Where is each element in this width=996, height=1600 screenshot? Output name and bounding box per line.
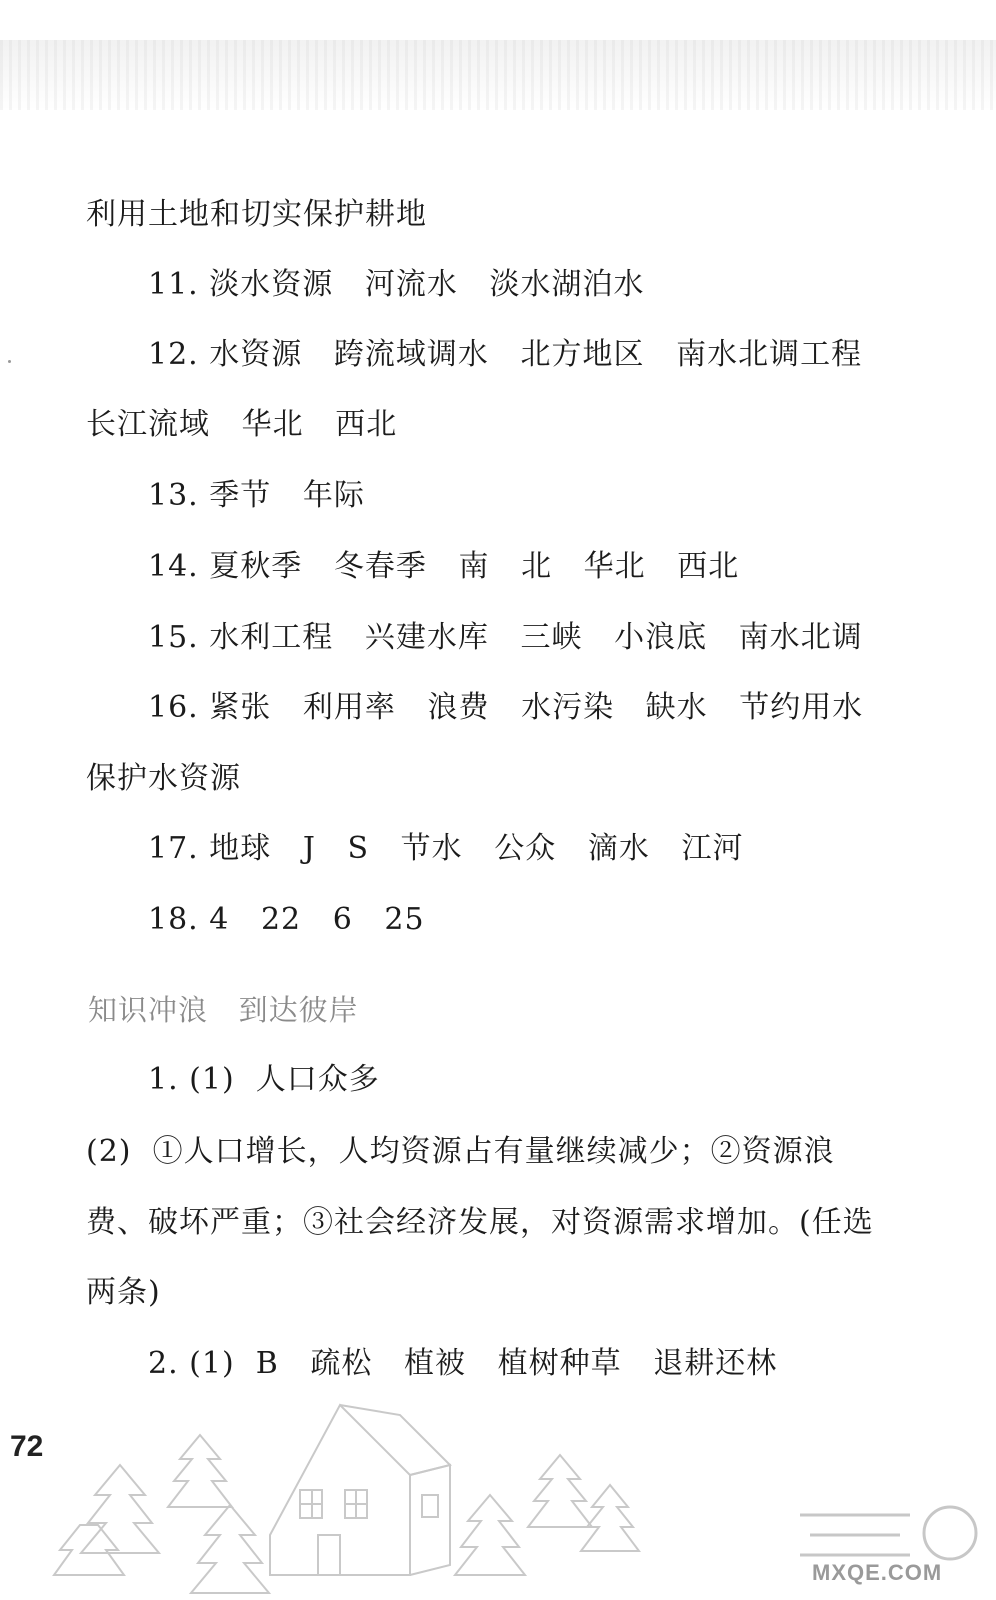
answer-12: 12. 水资源 跨流域调水 北方地区 南水北调工程 [148, 337, 863, 372]
answer-15: 15. 水利工程 兴建水库 三峡 小浪底 南水北调 [148, 620, 863, 655]
watermark-url: MXQE.COM [812, 1560, 943, 1585]
answer-17: 17. 地球 J S 节水 公众 滴水 江河 [148, 831, 744, 866]
surf-answer-1-1: 1. (1) 人口众多 [148, 1062, 380, 1097]
surf-answer-1-2-end: 两条) [86, 1275, 161, 1310]
answer-16-continued: 保护水资源 [86, 761, 241, 796]
page-header-band [0, 40, 996, 110]
answer-18: 18. 4 22 6 25 [148, 902, 425, 937]
text-line-1: 利用土地和切实保护耕地 [86, 197, 427, 232]
section-title: 知识冲浪 到达彼岸 [88, 993, 359, 1027]
page-number: 72 [10, 1430, 44, 1463]
answer-13: 13. 季节 年际 [148, 478, 365, 513]
surf-answer-2-1: 2. (1) B 疏松 植被 植树种草 退耕还林 [148, 1346, 778, 1381]
scan-speck [8, 360, 11, 363]
answer-16: 16. 紧张 利用率 浪费 水污染 缺水 节约用水 [148, 690, 864, 725]
answer-12-continued: 长江流域 华北 西北 [86, 407, 398, 442]
answer-11: 11. 淡水资源 河流水 淡水湖泊水 [148, 267, 645, 302]
answer-14: 14. 夏秋季 冬春季 南 北 华北 西北 [148, 549, 740, 584]
surf-answer-1-2-cont: 费、破坏严重；③社会经济发展，对资源需求增加。(任选 [86, 1205, 874, 1240]
house-and-trees-illustration [50, 1395, 670, 1600]
surf-answer-1-2: (2) ①人口增长，人均资源占有量继续减少；②资源浪 [86, 1134, 835, 1169]
